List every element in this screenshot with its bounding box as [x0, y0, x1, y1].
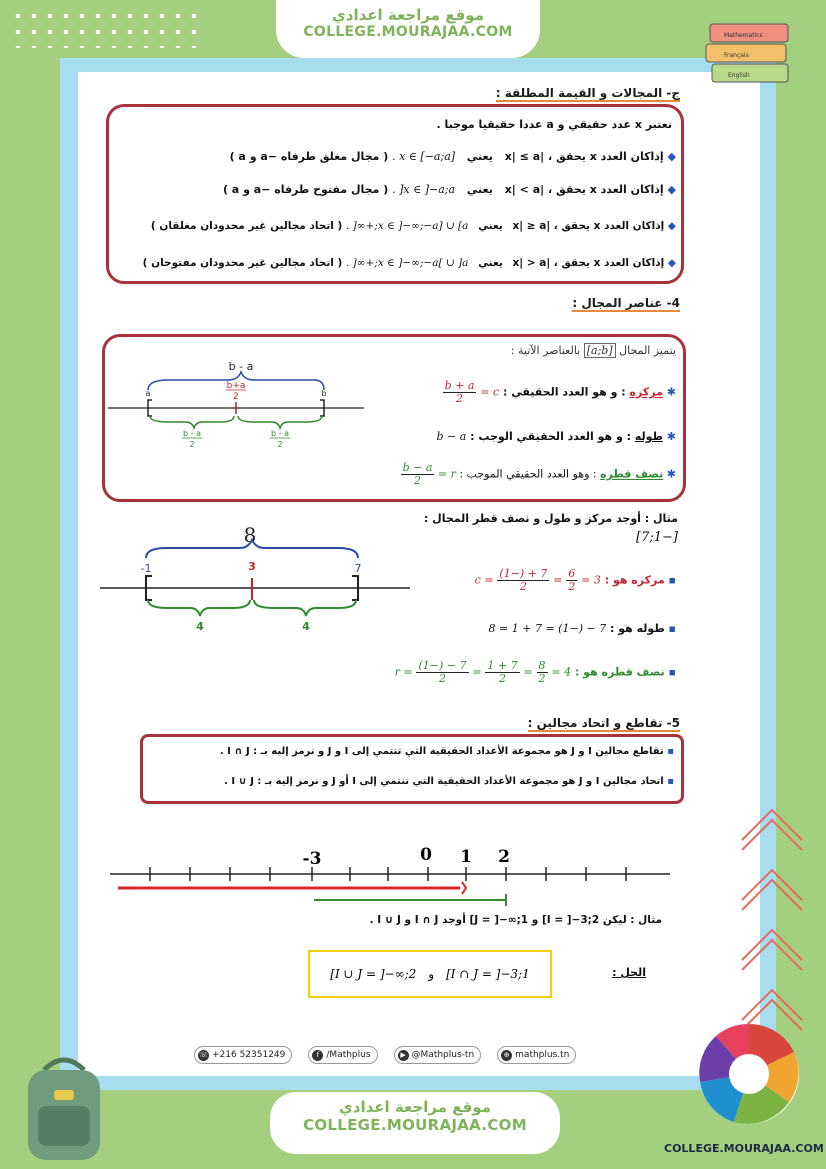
footer-site-url[interactable]: COLLEGE.MOURAJAA.COM: [303, 1116, 527, 1134]
social-phone[interactable]: ☏ +216 52351249: [194, 1046, 292, 1064]
left-half-num: b - a: [183, 429, 201, 438]
length-definition: ✱ طوله : و هو العدد الحقيقي الوجب : b − a: [436, 430, 676, 443]
chevron-decoration-icon: [734, 790, 810, 1050]
youtube-icon: ▶: [398, 1050, 409, 1061]
example-radius-fraction: $\frac{7 - (-1)}{2}$: [418, 659, 467, 686]
example-interval-diagram: [100, 520, 410, 640]
example-center: ▪ مركزه هو : c = $\frac{7 + (-1)}{2}$ = $\frac{6}{2}$ = 3: [474, 567, 676, 594]
square-bullet-icon: ▪: [667, 746, 674, 757]
example-left-half-brace: [148, 600, 250, 616]
header-banner[interactable]: [276, 0, 540, 58]
absolute-value-rule: ◆ إذاكان العدد x يحقق ، |x| > a يعني x ∈ ]−∞;−a[ ∪ ]a;+∞[ . ( اتحاد مجالين غير محدودان مفتوحان ): [142, 257, 676, 269]
section-4-intro: يتميز المجال [a;b] بالعناصر الآتية :: [510, 344, 676, 357]
example-right-label: 7: [354, 562, 362, 575]
center-fraction: $\frac{b + a}{2}$: [444, 379, 475, 406]
solution-intersection: I ∩ J = ]−3;1]: [446, 967, 530, 981]
diamond-bullet-icon: ◆: [667, 183, 676, 196]
example-length-label: 8: [243, 523, 257, 547]
star-bullet-icon: ✱: [666, 467, 676, 481]
example-radius-fraction-2: $\frac{7 + 1}{2}$: [487, 659, 518, 686]
book-label: Français: [724, 52, 749, 59]
square-bullet-icon: ▪: [668, 665, 676, 679]
axis-label: 0: [420, 845, 432, 865]
right-half-den: 2: [277, 440, 283, 449]
decorative-dots: [10, 8, 200, 48]
social-youtube[interactable]: ▶ @Mathplus-tn: [394, 1046, 482, 1064]
diagram-right-label: b: [321, 389, 327, 398]
backpack-icon: [14, 1050, 114, 1162]
example-2-statement: مثال : ليكن I = ]−3;2] و J = ]−∞;1] أوجد I ∩ J و I ∪ J .: [369, 914, 662, 926]
header-site-url[interactable]: COLLEGE.MOURAJAA.COM: [303, 24, 513, 40]
footer-site-arabic: موقع مراجعة اعدادي: [339, 1098, 491, 1116]
square-bullet-icon: ▪: [668, 573, 676, 587]
center-definition: ✱ مركزه : و هو العدد الحقيقي : c = $\frac{b + a}{2}$: [444, 379, 676, 406]
solution-union: I ∪ J = ]−∞;2]: [330, 967, 417, 981]
books-icon: [700, 12, 800, 92]
right-half-num: b - a: [271, 429, 289, 438]
axis-label: 2: [498, 847, 510, 867]
diagram-length-label: b - a: [228, 360, 254, 373]
diagram-center-den: 2: [233, 392, 239, 402]
example-center-fraction: $\frac{7 + (-1)}{2}$: [499, 567, 548, 594]
section-5-title: 5- تقاطع و اتحاد مجالين :: [527, 716, 680, 730]
example-right-half-label: 4: [302, 620, 310, 633]
absolute-value-rule: ◆ إذاكان العدد x يحقق ، |x| ≤ a يعني x ∈ [−a;a] . ( مجال مغلق طرفاه −a و a ): [229, 150, 676, 163]
square-bullet-icon: ▪: [667, 776, 674, 787]
facebook-icon: f: [312, 1050, 323, 1061]
union-definition: ▪ اتحاد مجالين I و J هو مجموعة الأعداد الحقيقية التي تنتمي إلى I أو J و نرمز إليه بـ : I ∪ J .: [224, 776, 674, 787]
phone-icon: ☏: [199, 1050, 208, 1059]
intersection-number-line: [110, 840, 670, 914]
social-facebook[interactable]: f /Mathplus: [308, 1046, 377, 1064]
example-1-title: مثال : أوجد مركز و طول و نصف قطر المجال :: [423, 512, 678, 525]
example-radius-fraction-3: $\frac{8}{2}$: [538, 659, 546, 686]
example-right-half-brace: [254, 600, 356, 616]
solution-and: و: [428, 967, 435, 981]
diamond-bullet-icon: ◆: [667, 257, 676, 269]
example-center-label: 3: [248, 560, 256, 573]
square-bullet-icon: ▪: [668, 622, 676, 635]
interval-diagram: [108, 356, 364, 452]
diamond-bullet-icon: ◆: [667, 220, 676, 232]
book-label: English: [728, 72, 750, 79]
intersection-definition: ▪ تقاطع مجالين I و J هو مجموعة الأعداد الحقيقية التي تنتمي إلى I و J و نرمز إليه بـ : I ∩ J .: [219, 746, 674, 757]
solution-box: [308, 950, 552, 998]
section-c-title: ج- المجالات و القيمة المطلقة :: [495, 86, 680, 100]
diagram-left-label: a: [145, 389, 151, 398]
axis-label: -3: [302, 849, 322, 869]
example-left-label: -1: [140, 562, 152, 575]
radius-fraction: $\frac{b - a}{2}$: [402, 461, 433, 488]
section-4-title: 4- عناصر المجال :: [572, 296, 680, 310]
social-bar: [194, 1046, 576, 1064]
web-icon: ⊕: [501, 1050, 512, 1061]
star-bullet-icon: ✱: [666, 385, 676, 399]
left-half-den: 2: [189, 440, 195, 449]
book-label: Mathematics: [724, 32, 763, 39]
star-bullet-icon: ✱: [666, 430, 676, 443]
example-length: ▪ طوله هو : 7 − (−1) = 7 + 1 = 8: [488, 622, 676, 635]
example-1-interval: [−1;7]: [636, 530, 678, 545]
diagram-center-num: b+a: [226, 381, 246, 391]
arrow-head-icon: [462, 882, 466, 894]
example-center-fraction-2: $\frac{6}{2}$: [568, 567, 576, 594]
intersection-union-box: [140, 734, 684, 804]
solution-label: الحل :: [612, 966, 646, 979]
axis-label: 1: [460, 847, 472, 867]
diamond-bullet-icon: ◆: [667, 150, 676, 163]
footer-logo-text: COLLEGE.MOURAJAA.COM: [664, 1142, 824, 1155]
right-half-brace: [238, 416, 322, 428]
footer-banner[interactable]: [270, 1092, 560, 1154]
absolute-value-rule: ◆ إذاكان العدد x يحقق ، |x| ≥ a يعني x ∈ ]−∞;−a] ∪ [a;+∞[ . ( اتحاد مجالين غير محدودان مغلقان ): [150, 220, 676, 232]
example-left-half-label: 4: [196, 620, 204, 633]
header-site-arabic: موقع مراجعة اعدادي: [332, 6, 484, 24]
absolute-value-rule: ◆ إذاكان العدد x يحقق ، |x| < a يعني x ∈ ]−a;a[ . ( مجال مفتوح طرفاه −a و a ): [222, 183, 676, 196]
section-c-intro: نعتبر x عدد حقيقي و a عددا حقيقيا موجبا .: [436, 118, 672, 131]
left-half-brace: [150, 416, 234, 428]
example-radius: ▪ نصف قطره هو : r = $\frac{7 - (-1)}{2}$ = $\frac{7 + 1}{2}$ = $\frac{8}{2}$ = 4: [394, 659, 676, 686]
site-logo-icon: [694, 1020, 804, 1138]
radius-definition: ✱ نصف قطره : وهو العدد الحقيقي الموجب : r = $\frac{b - a}{2}$: [402, 461, 676, 488]
social-website[interactable]: ⊕ mathplus.tn: [497, 1046, 576, 1064]
